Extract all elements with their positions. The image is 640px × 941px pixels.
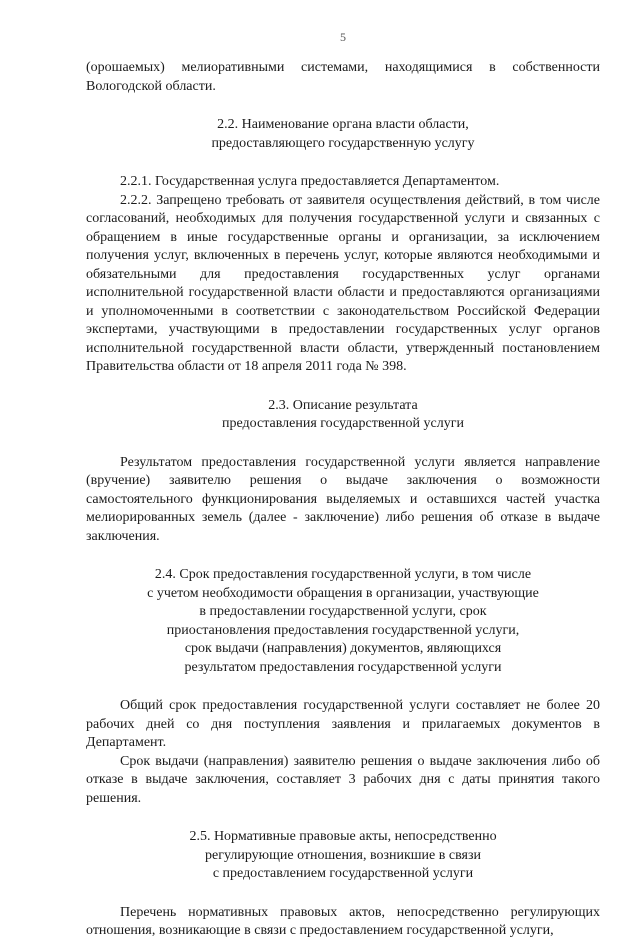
section-2-3-heading: [86, 397, 600, 434]
page-number: 5: [340, 30, 346, 44]
paragraph-2-5: Перечень нормативных правовых актов, непосредственно регулирующих отношения, возникающие в связи с предоставлением государственной услуги,: [86, 904, 600, 938]
heading-line: в предоставлении государственной услуги, срок: [199, 604, 487, 619]
heading-line: предоставляющего государственную услугу: [211, 135, 475, 151]
paragraph-2-2-2: 2.2.2. Запрещено требовать от заявителя осуществления действий, в том числе согласований, необходимых для получения государственной услуги и связанных с обращением в иные государственные органы и организации, за исключением получения услуг, включенных в перечень услуг, которые являются необходимыми и обязательными для предоставления государственных услуг органами исполнительной государственной власти области и предоставляются организациями и уполномоченными в соответствии с законодательством Российской Федерации экспертами, участвующими в предоставлении государственных услуг органов исполнительной государственной власти области, утвержденный постановлением Правительства области от 18 апреля 2011 года № 398.: [86, 192, 600, 374]
heading-line: срок выдачи (направления) документов, являющихся: [184, 641, 502, 656]
paragraph-2-3: Результатом предоставления государственной услуги является направление (вручение) заявителю решения о выдаче заключения о возможности самостоятельного функционирования выделяемых и оставшихся частей участка мелиорированных земель (далее - заключение) либо решения об отказе в выдаче заключения.: [86, 454, 600, 544]
heading-line: предоставления государственной услуги: [222, 416, 464, 431]
section-2-4-heading: [86, 566, 600, 677]
section-2-5-heading: [86, 828, 600, 884]
intro-paragraph: (орошаемых) мелиоративными системами, находящимися в собственности Вологодской области.: [86, 60, 600, 94]
paragraph-2-2-1: 2.2.1. Государственная услуга предоставляется Департаментом.: [120, 174, 500, 189]
heading-line: 2.4. Срок предоставления государственной услуги, в том числе: [154, 567, 532, 582]
heading-line: регулирующие отношения, возникшие в связи: [205, 847, 481, 863]
section-2-2-heading: [86, 116, 600, 153]
heading-line: 2.2. Наименование органа власти области,: [217, 117, 469, 132]
heading-line: результатом предоставления государственной услуги: [184, 659, 502, 675]
heading-line: с предоставлением государственной услуги: [212, 866, 474, 881]
heading-line: 2.3. Описание результата: [268, 397, 418, 413]
paragraph-2-4-1: Общий срок предоставления государственной услуги составляет не более 20 рабочих дней со дня поступления заявления и прилагаемых документов в Департамент.: [86, 698, 600, 750]
heading-line: 2.5. Нормативные правовые акты, непосредственно: [189, 829, 497, 844]
heading-line: с учетом необходимости обращения в организации, участвующие: [147, 585, 539, 601]
heading-line: приостановления предоставления государственной услуги,: [166, 622, 520, 638]
paragraph-2-4-2: Срок выдачи (направления) заявителю решения о выдаче заключения либо об отказе в выдаче заключения, составляет 3 рабочих дня с даты принятия такого решения.: [86, 753, 600, 806]
